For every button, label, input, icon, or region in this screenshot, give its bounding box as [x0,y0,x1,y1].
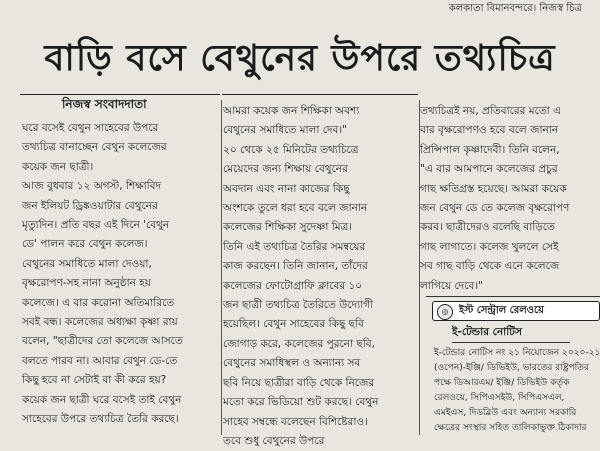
paragraph-line: কিছু হবে না সেটাই বা কী করে হয়? [22,374,167,387]
ad-body-line: এমইএস, দিডব্লিউ এবং অন্যান্য সরকারি [434,408,577,418]
paragraph-line: বেথুনের সমাধিস্থল ও অন্যান্য সব [223,357,361,370]
paragraph-line: আজ বুধবার ১২ অগস্ট, শিক্ষাবিদ [22,180,162,193]
ad-header-text: ইস্ট সেন্ট্রাল রেলওয়ে [459,305,544,316]
railway-logo-icon: ◎ [437,304,453,320]
paragraph-line: গাছ লাগাতে। কলেজ খুললে সেই [420,240,559,253]
paragraph-line: লাগিয়ে দেবে।" [420,279,483,292]
paragraph-line: জন বেথুন ডে তে কলেজ বৃক্ষরোপণ [420,202,570,215]
ad-body [434,346,600,436]
article-column-3 [420,102,595,296]
paragraph-line: অবদান এবং নানা কাজের কিছু [223,182,350,195]
paragraph-line: বার বৃক্ষরোপণও হবে বলে জানান [420,124,559,137]
ad-body-line: ক্ষেত্রের সংস্থার সহিত তালিকাভুক্ত ঠিকাদার [434,423,587,433]
paragraph-line: ঘরে বসেই বেথুন সাহেবের উপরে [22,122,159,134]
paragraph-line: বেথুনের সমাধিতে মালা দেওয়া, [22,257,152,270]
paragraph-line: প্রিন্সিপাল কৃষ্ণাদেবী। তিনি বলেন, [420,143,560,156]
paragraph-line: হয়েছিল। বেথুন সাহেবের কিছু ছবি [223,318,364,331]
paragraph-line: ছবি নিয়ে ছাত্রীরা বাড়ি থেকে নিজের [223,376,375,389]
article-column-2 [223,102,419,451]
paragraph-line: বলতে পারব না। আবার বেথুন ডে-তে [22,354,178,367]
paragraph-line: মেয়েদের জন্য শিক্ষায় বেথুনের [223,163,348,176]
paragraph-line: অংশকে তুলে ধরা হবে বলে জানান [223,202,368,215]
paragraph-line: কাজ করছেন। তিনি জানান, তাঁদের [223,260,368,273]
paragraph-line: সবই বন্ধ। কলেজের অধ্যক্ষা কৃষ্ণা রায় [22,316,178,329]
paragraph-line: মৃত্যুদিন। প্রতি বছর এই দিনে 'বেথুন [22,219,170,232]
ad-body-line: (ওপেন)-ইঞ্জি/ ডিভিইউ, ভারতের রাষ্ট্রপতির [434,363,589,373]
paragraph-line: গাছ ক্ষতিগ্রস্ত হয়েছে। আমরা কয়েক [420,182,567,195]
ad-body-line: ই-টেন্ডার নোটিস নং ২১ নিয়োজেন ২০২০-২১ [434,348,600,358]
paragraph-line: কলেজের শিক্ষিকা সুদেষ্ণা মিত্র। [223,221,353,234]
paragraph-line: সব গাছ বাড়ি থেকে এনে কলেজে [420,260,560,273]
paragraph-line: কয়েক জন ছাত্রী ঘরে বসেই তাই বেথুন [22,393,182,406]
paragraph-line: সাহেব সম্বন্ধে বলেছেন বিশিষ্টেরাও। [223,415,368,428]
byline: নিজস্ব সংবাদদাতা [62,97,147,111]
paragraph-line: কলেজের ফোটোগ্রাফি ক্লাবের ১০ [223,279,363,292]
article-column-1 [22,119,222,430]
ad-title: ই-টেন্ডার নোটিস [452,325,570,343]
paragraph-line: তিনি এই তথ্যচিত্র তৈরির সমন্বয়ের [223,240,366,253]
paragraph-line: কলেজে। এ বার করোনা অতিমারিতে [22,296,175,309]
paragraph-line: তথ্যচিত্র বানাচ্ছেন বেথুন কলেজের [22,141,167,154]
paragraph-line: তথ্যচিত্রই নয়, প্রতিবারের মতো এ [420,105,562,117]
paragraph-line: আমরা কয়েক জন শিক্ষিকা অবশ্য [223,105,360,117]
railway-tender-ad [426,296,600,436]
paragraph-line: বেথুনের সমাধিতে মালা দেব।" [223,124,347,137]
paragraph-line: জন ইলিয়ট ড্রিঙ্কওয়াটার বেথুনের [22,199,158,212]
paragraph-line: বলেন, "ছাত্রীদের তো কলেজে আসতে [22,335,183,348]
paragraph-line: জন ছাত্রী তথ্যচিত্র তৈরিতে উদ্যোগী [223,299,374,312]
paragraph-line: ডে' পালন করে বেথুন কলেজ। [22,238,148,251]
paragraph-line: কয়েক জন ছাত্রী। [22,160,94,173]
ad-body-line: পক্ষে ডিআরএম/ ইঞ্জি/ ডিভিইউ কর্তৃক [434,378,570,388]
ad-header [432,301,600,321]
paragraph-line: "এ বার আমপানে কলেজের প্রচুর [420,163,558,176]
paragraph-line: করব। ছাত্রীদেরও বলেছি বাড়িতে [420,221,555,234]
top-photo-caption: কলকাতা বিমানবন্দরে। নিজস্ব চিত্র [448,3,582,14]
top-strip [0,0,600,22]
paragraph-line: তবে শুধু বেথুনের উপরে [223,434,325,447]
ad-body-line: রেলওয়ে, সিপিএসইউ, সিপিএসএল, [434,393,565,403]
byline-rule-left [20,94,220,95]
paragraph-line: সাহেবের উপরে তথ্যচিত্র তৈরি করছে। [22,413,179,426]
paragraph-line: মতো করে ভিডিয়ো শুট করছে। বেথুন [223,396,379,409]
paragraph-line: ২০ থেকে ২৫ মিনিটের তথ্যচিত্রে [223,143,359,156]
paragraph-line: জোগাড় করে, কলেজের পুরনো ছবি, [223,337,375,350]
byline-rule-mid [222,94,418,95]
paragraph-line: বৃক্ষরোপণ-সহ নানা অনুষ্ঠান হয় [22,277,151,290]
headline: বাড়ি বসে বেথুনের উপরে তথ্যচিত্র [44,38,556,79]
